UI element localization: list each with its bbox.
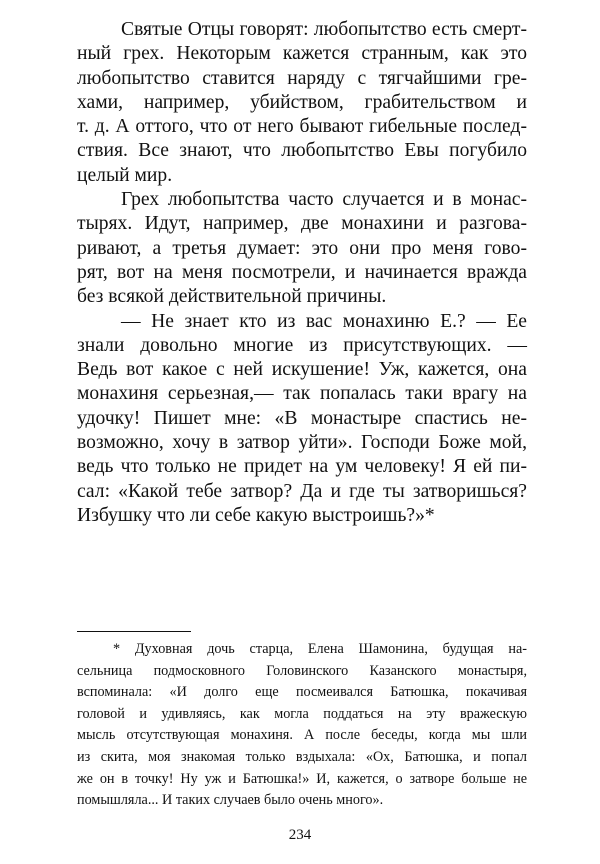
footnote-line: мысль отсутствующая монахиня. А после беседы, когда мы шли bbox=[77, 727, 527, 744]
footnote-line: из скита, моя знакомая только вздыхала: «Ох, Батюшка, и попал bbox=[77, 748, 527, 765]
text-line: ривают, а третья думает: это они про меня гово- bbox=[77, 237, 527, 259]
text-line: возможно, хочу в затвор уйти». Господи Боже мой, bbox=[77, 432, 527, 454]
text-line: ведь что только не придет на ум человеку! Я ей пи- bbox=[77, 456, 527, 478]
text-line: удочку! Пишет мне: «В монастыре спастись не- bbox=[77, 407, 527, 429]
page-number: 234 bbox=[288, 827, 312, 843]
text-line: монахиня серьезная,— так попалась таки врагу на bbox=[77, 383, 527, 405]
text-line: целый мир. bbox=[77, 164, 173, 186]
text-line: рят, вот на меня посмотрели, и начинается вражда bbox=[77, 261, 527, 283]
footnote-line: сельница подмосковного Головинского Казанского монастыря, bbox=[77, 662, 527, 679]
footnote-line: помышляла... И таких случаев было очень много». bbox=[77, 792, 384, 809]
main-text bbox=[77, 18, 527, 528]
text-line: хами, например, убийством, грабительством и bbox=[77, 91, 527, 113]
text-line: знали довольно многие из присутствующих. — bbox=[77, 334, 527, 356]
text-line: — Не знает кто из вас монахиню Е.? — Ее bbox=[121, 310, 527, 332]
footnote bbox=[77, 639, 527, 812]
paragraph-3 bbox=[77, 310, 527, 529]
footnote-line: же он в точку! Ну уж и Батюшка!» И, кажется, о затворе больше не bbox=[77, 770, 527, 787]
text-line: Грех любопытства часто случается и в монас- bbox=[121, 189, 527, 211]
text-line: ный грех. Некоторым кажется странным, как это bbox=[77, 43, 527, 65]
text-line: тырях. Идут, например, две монахини и разгова- bbox=[77, 213, 527, 235]
text-line: Святые Отцы говорят: любопытство есть смерт- bbox=[121, 19, 527, 40]
text-line: Ведь вот какое с ней искушение! Уж, кажется, она bbox=[77, 359, 527, 381]
footnote-divider bbox=[77, 631, 191, 632]
paragraph-1 bbox=[77, 18, 527, 188]
text-line: ствия. Все знают, что любопытство Евы погубило bbox=[77, 140, 527, 162]
footnote-line: головой и удивляясь, как могла поддаться на эту вражескую bbox=[77, 705, 527, 722]
paragraph-2 bbox=[77, 188, 527, 309]
text-line: без всякой действительной причины. bbox=[77, 286, 387, 308]
text-line: т. д. А оттого, что от него бывают гибельные послед- bbox=[77, 116, 527, 138]
footnote-line: вспоминала: «И долго еще посмеивался Батюшка, покачивая bbox=[77, 684, 527, 701]
page-body bbox=[77, 18, 527, 528]
footnote-line: * Духовная дочь старца, Елена Шамонина, будущая на- bbox=[113, 641, 527, 657]
text-line: любопытство ставится наряду с тягчайшими гре- bbox=[77, 67, 527, 89]
text-line: сал: «Какой тебе затвор? Да и где ты затворишься? bbox=[77, 480, 527, 502]
text-line: Избушку что ли себе какую выстроишь?»* bbox=[77, 504, 435, 526]
